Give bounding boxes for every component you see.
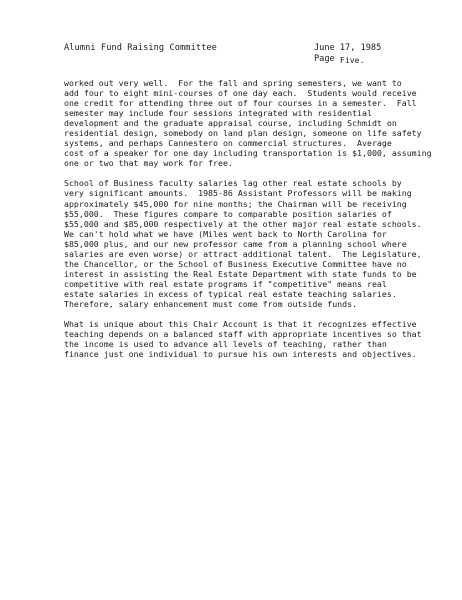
text-line: We can't hold what we have (Miles went back to North Carolina for xyxy=(64,228,387,239)
text-line: competitive with real estate programs if "competitive" means real xyxy=(64,278,387,289)
text-line: the Chancellor, or the School of Business Executive Committee have no xyxy=(64,258,407,269)
paragraph-1 xyxy=(64,78,432,169)
page-number: Five. xyxy=(339,55,365,65)
letter-body xyxy=(64,78,432,369)
text-line: estate salaries in excess of typical real estate teaching salaries. xyxy=(64,288,397,299)
text-line: semester may include four sessions integrated with residential xyxy=(64,108,372,119)
text-line: finance just one individual to pursue his own interests and objectives. xyxy=(64,349,417,360)
paragraph-2 xyxy=(64,178,424,309)
text-line: cost of a speaker for one day including transportation is $1,000, assuming xyxy=(64,148,432,159)
committee-name: Alumni Fund Raising Committee xyxy=(64,43,217,53)
text-line: teaching depends on a balanced staff with appropriate incentives so that xyxy=(64,329,422,340)
text-line: approximately $45,000 for nine months; the Chairman will be receiving xyxy=(64,198,407,209)
text-line: $85,000 plus, and our new professor came from a planning school where xyxy=(64,238,407,249)
page-label: Page xyxy=(314,54,335,64)
text-line: systems, and perhaps Cannestero on commercial structures. Average xyxy=(64,138,392,149)
page-indicator xyxy=(314,53,381,64)
text-line: School of Business faculty salaries lag other real estate schools by xyxy=(64,178,402,189)
text-line: the income is used to advance all levels of teaching, rather than xyxy=(64,339,387,350)
text-line: interest in assisting the Real Estate Department with state funds to be xyxy=(64,268,417,279)
text-line: $55,000. These figures compare to comparable position salaries of xyxy=(64,208,392,219)
letter-date: June 17, 1985 xyxy=(314,43,382,53)
text-line: residential design, somebody on land plan design, someone on life safety xyxy=(64,128,422,139)
text-line: salaries are even worse) or attract additional talent. The Legislature, xyxy=(64,248,422,259)
header-date-page xyxy=(314,43,381,64)
text-line: one or two that may work for free. xyxy=(64,158,233,169)
paragraph-3 xyxy=(64,319,424,359)
text-line: development and the graduate appraisal course, including Schmidt on xyxy=(64,118,397,129)
text-line: What is unique about this Chair Account is that it recognizes effective xyxy=(64,319,417,330)
text-line: $55,000 and $85,000 respectively at the other major real estate schools. xyxy=(64,218,422,229)
text-line: worked out very well. For the fall and spring semesters, we want to xyxy=(64,78,402,88)
text-line: one credit for attending three out of four courses in a semester. Fall xyxy=(64,98,417,109)
text-line: add four to eight mini-courses of one day each. Students would receive xyxy=(64,88,417,99)
text-line: Therefore, salary enhancement must come from outside funds. xyxy=(64,298,358,309)
text-line: very significant amounts. 1985-86 Assistant Professors will be making xyxy=(64,188,412,199)
